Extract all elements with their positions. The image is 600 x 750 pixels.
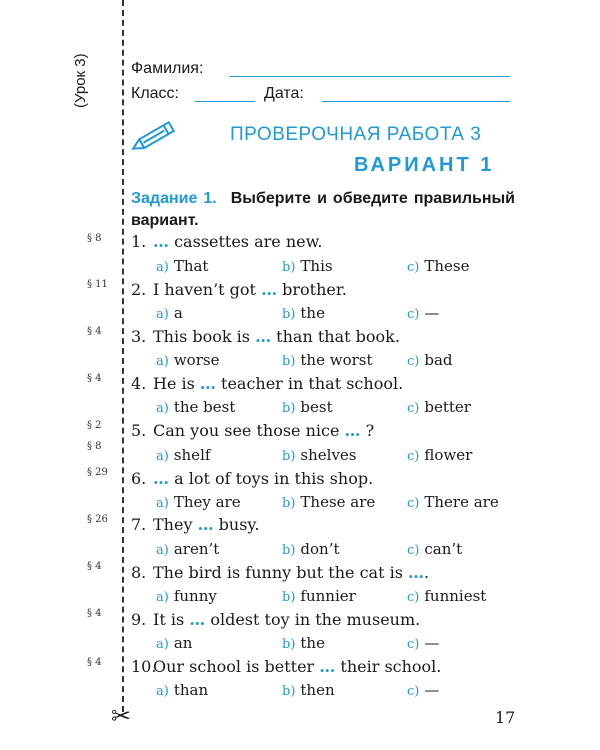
date-field[interactable]: [322, 101, 510, 102]
question: 4. He is … teacher in that school.: [131, 374, 404, 393]
answer-option[interactable]: b) These are: [282, 493, 376, 511]
pencil-icon: [128, 118, 186, 154]
answer-option[interactable]: b) funnier: [282, 587, 356, 605]
question: 1. … cassettes are new.: [131, 232, 323, 251]
section-ref: § 2: [87, 420, 102, 431]
answer-option[interactable]: b) This: [282, 257, 333, 275]
question: 2. I haven’t got … brother.: [131, 280, 347, 299]
section-ref: § 8: [87, 233, 102, 244]
answer-option[interactable]: a) aren’t: [156, 540, 220, 558]
answer-option[interactable]: a) than: [156, 681, 209, 699]
answer-option[interactable]: c) —: [407, 634, 440, 652]
question: 6. … a lot of toys in this shop.: [131, 469, 374, 488]
answer-option[interactable]: b) the worst: [282, 351, 373, 369]
answer-option[interactable]: b) then: [282, 681, 335, 699]
surname-label: Фамилия:: [131, 60, 204, 77]
question: 5. Can you see those nice … ?: [131, 421, 375, 440]
answer-option[interactable]: c) flower: [407, 446, 473, 464]
cut-line: [122, 0, 124, 712]
section-ref: § 8: [87, 441, 102, 452]
surname-field[interactable]: [230, 76, 510, 77]
answer-option[interactable]: b) best: [282, 398, 333, 416]
answer-option[interactable]: c) These: [407, 257, 470, 275]
answer-option[interactable]: a) shelf: [156, 446, 211, 464]
answer-option[interactable]: a) worse: [156, 351, 220, 369]
class-field[interactable]: [195, 101, 255, 102]
section-ref: § 4: [87, 561, 102, 572]
section-ref: § 26: [87, 514, 108, 525]
section-ref: § 4: [87, 657, 102, 668]
answer-option[interactable]: b) shelves: [282, 446, 357, 464]
lesson-label: (Урок 3): [72, 53, 89, 108]
question: 7. They … busy.: [131, 515, 260, 534]
answer-option[interactable]: c) bad: [407, 351, 453, 369]
answer-option[interactable]: a) They are: [156, 493, 241, 511]
answer-option[interactable]: a) funny: [156, 587, 217, 605]
answer-option[interactable]: b) the: [282, 634, 325, 652]
answer-option[interactable]: a) That: [156, 257, 209, 275]
variant-title: ВАРИАНТ 1: [354, 154, 495, 176]
answer-option[interactable]: c) —: [407, 681, 440, 699]
date-label: Дата:: [264, 85, 304, 102]
answer-option[interactable]: b) don’t: [282, 540, 340, 558]
answer-option[interactable]: b) the: [282, 304, 325, 322]
task-instruction: [131, 188, 515, 232]
answer-option[interactable]: c) better: [407, 398, 471, 416]
section-ref: § 29: [87, 467, 108, 478]
answer-option[interactable]: c) —: [407, 304, 440, 322]
answer-option[interactable]: c) There are: [407, 493, 499, 511]
question: 3. This book is … than that book.: [131, 327, 400, 346]
section-ref: § 4: [87, 608, 102, 619]
answer-option[interactable]: c) funniest: [407, 587, 487, 605]
section-ref: § 4: [87, 326, 102, 337]
page-number: 17: [495, 708, 516, 727]
scissors-icon: ✂: [111, 703, 132, 730]
answer-option[interactable]: a) a: [156, 304, 183, 322]
answer-option[interactable]: a) the best: [156, 398, 236, 416]
task-number: Задание 1.: [131, 190, 217, 207]
section-ref: § 11: [87, 279, 108, 290]
question: 10.Our school is better … their school.: [131, 657, 442, 676]
question: 8. The bird is funny but the cat is ….: [131, 563, 430, 582]
page-title: ПРОВЕРОЧНАЯ РАБОТА 3: [230, 124, 482, 145]
class-label: Класс:: [131, 85, 179, 102]
answer-option[interactable]: a) an: [156, 634, 193, 652]
section-ref: § 4: [87, 373, 102, 384]
task-text: Выберите и обведите правильный вариант.: [131, 190, 516, 229]
answer-option[interactable]: c) can’t: [407, 540, 463, 558]
question: 9. It is … oldest toy in the museum.: [131, 610, 421, 629]
